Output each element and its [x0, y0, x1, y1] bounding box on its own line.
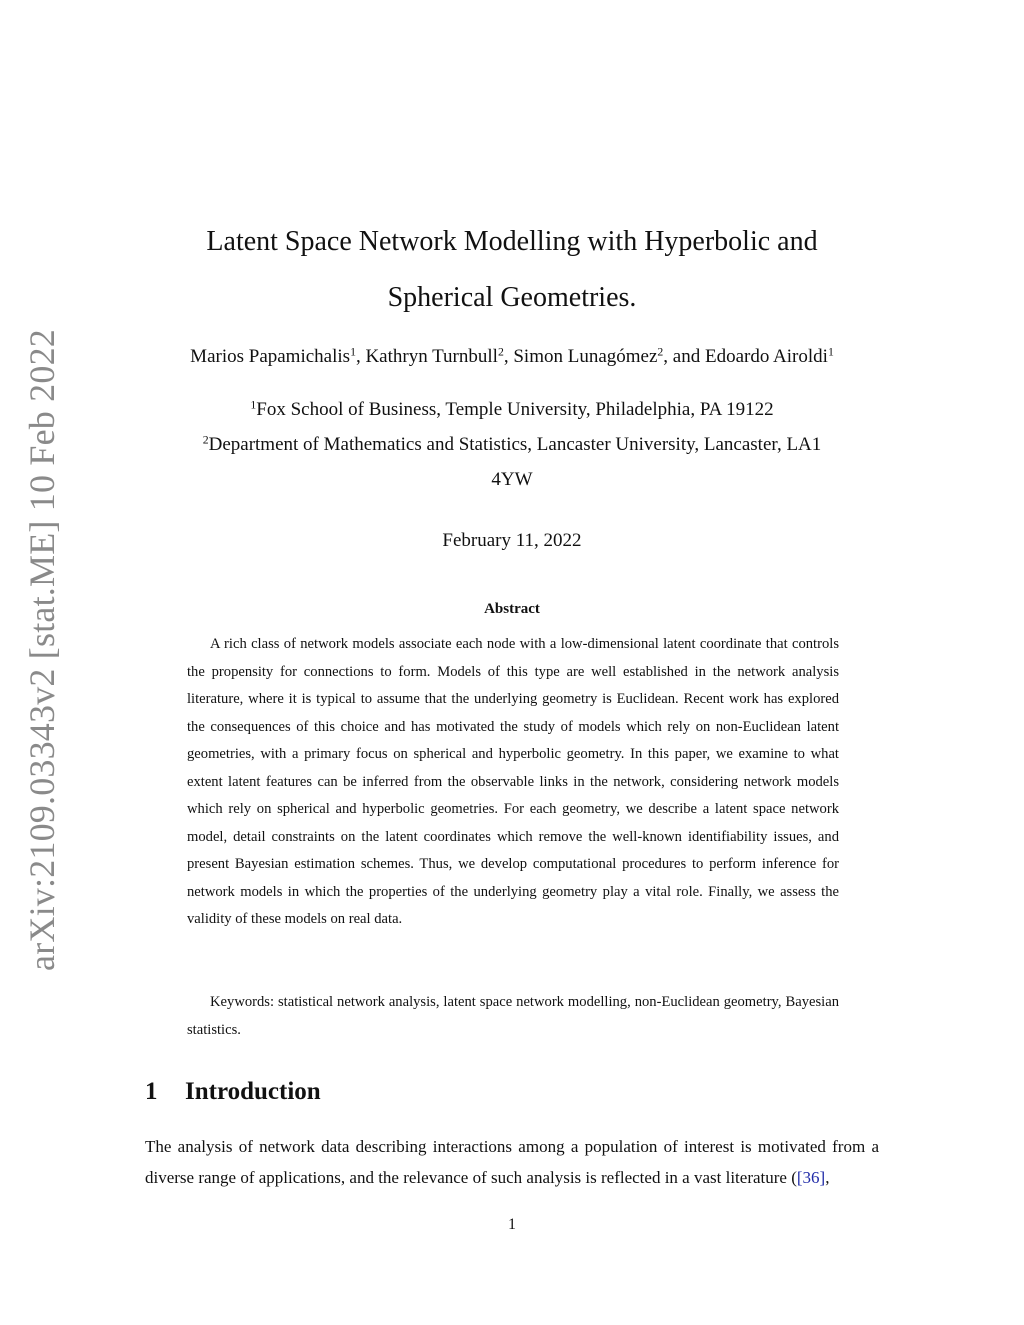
- citation-open-bracket: [: [796, 1168, 803, 1187]
- intro-paragraph: [145, 1131, 879, 1193]
- author-affiliation-mark: 1: [350, 345, 356, 359]
- affiliation-text: Department of Mathematics and Statistics, Lancaster University, Lancaster, LA1: [208, 434, 822, 455]
- author-separator: ,: [355, 346, 366, 367]
- affiliation-2: [0, 427, 1024, 497]
- affiliation-1: [0, 392, 1024, 427]
- author-affiliation-mark: 2: [657, 345, 664, 359]
- keywords: Keywords: statistical network analysis, latent space network modelling, non-Euclidean geometry, Bayesian statistics.: [187, 994, 839, 1038]
- author-separator: , and: [663, 346, 705, 367]
- paper-title-line-2: Spherical Geometries.: [387, 282, 637, 313]
- citation-link[interactable]: 36: [802, 1168, 820, 1187]
- affiliation-mark: 1: [250, 398, 257, 412]
- author-list: [0, 346, 1024, 368]
- author-name: Kathryn Turnbull: [365, 346, 498, 367]
- affiliation-text-continued: 4YW: [491, 469, 533, 490]
- section-heading: [145, 1078, 321, 1106]
- citation-close-bracket: ]: [819, 1168, 826, 1187]
- author-separator: ,: [503, 346, 514, 367]
- paper-title: [0, 214, 1024, 326]
- abstract-body: A rich class of network models associate each node with a low-dimensional latent coordinate that controls the propensity for connections to form. Models of this type are well established in the network analysis literature, where it is typical to assume that the underlying geometry is Euclidean. Recent work has explored the consequences of this choice and has motivated the study of models which rely on non-Euclidean latent geometries, with a primary focus on spherical and hyperbolic geometry. In this paper, we examine to what extent latent features can be inferred from the observable links in the network, considering network models which rely on spherical and hyperbolic geometries. For each geometry, we describe a latent space network model, detail constraints on the latent coordinates which remove the well-known identifiability issues, and present Bayesian estimation schemes. Thus, we develop computational procedures to perform inference for network models in which the properties of the underlying geometry play a vital role. Finally, we assess the validity of these models on real data.: [187, 636, 839, 927]
- author-name: Edoardo Airoldi: [704, 346, 828, 367]
- affiliation-mark: 2: [202, 433, 209, 447]
- author-affiliation-mark: 1: [827, 345, 834, 359]
- section-number: 1: [145, 1078, 158, 1105]
- author-name: Marios Papamichalis: [190, 346, 351, 367]
- affiliation-text: Fox School of Business, Temple University, Philadelphia, PA 19122: [256, 399, 774, 420]
- publication-date: February 11, 2022: [442, 530, 582, 551]
- paper-title-line-1: Latent Space Network Modelling with Hyperbolic and: [206, 226, 818, 257]
- author-affiliation-mark: 2: [497, 345, 504, 359]
- section-title: Introduction: [185, 1078, 321, 1105]
- arxiv-identifier: arXiv:2109.03343v2 [stat.ME] 10 Feb 2022: [22, 329, 62, 971]
- author-name: Simon Lunagómez: [513, 346, 658, 367]
- page-number: 1: [508, 1216, 516, 1233]
- intro-trailing-punctuation: ,: [825, 1168, 830, 1187]
- abstract-heading: Abstract: [484, 601, 540, 617]
- intro-text: The analysis of network data describing interactions among a population of interest is motivated from a diverse range of applications, and the relevance of such analysis is reflected in a vast literature (: [145, 1137, 879, 1187]
